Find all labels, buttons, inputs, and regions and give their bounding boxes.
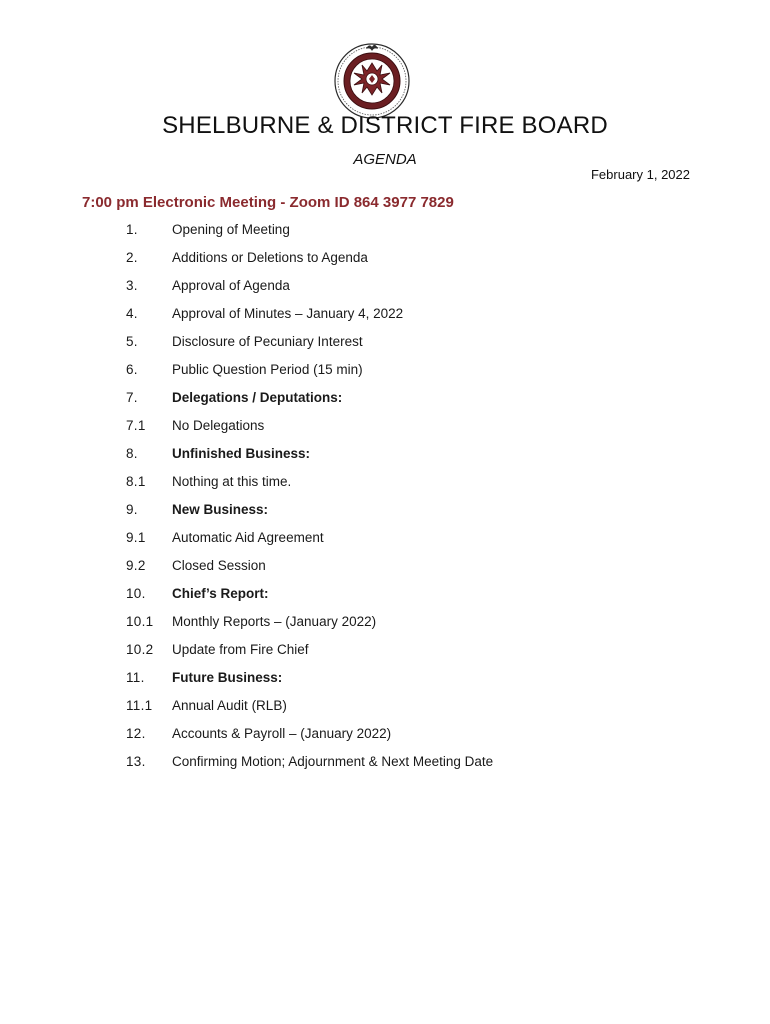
agenda-item [126, 334, 493, 362]
agenda-item-text: Additions or Deletions to Agenda [172, 250, 368, 265]
agenda-item [126, 306, 493, 334]
meeting-info-line [82, 194, 454, 211]
agenda-item-number: 10.2 [126, 642, 154, 657]
agenda-item-number: 10.1 [126, 614, 154, 629]
agenda-list [126, 222, 493, 782]
agenda-item-text: Nothing at this time. [172, 474, 292, 489]
agenda-item [126, 614, 493, 642]
agenda-item-number: 12. [126, 726, 146, 741]
agenda-item [126, 474, 493, 502]
agenda-item-text: Public Question Period (15 min) [172, 362, 363, 377]
agenda-item [126, 726, 493, 754]
agenda-item-number: 4. [126, 306, 138, 321]
agenda-item-text: Update from Fire Chief [172, 642, 309, 657]
agenda-item [126, 586, 493, 614]
agenda-item-number: 7. [126, 390, 138, 405]
agenda-item-text: Approval of Minutes – January 4, 2022 [172, 306, 404, 321]
meeting-label: 7:00 pm Electronic Meeting - Zoom ID [82, 194, 350, 211]
agenda-item [126, 642, 493, 670]
agenda-item [126, 390, 493, 418]
agenda-item-number: 3. [126, 278, 138, 293]
document-title: SHELBURNE & DISTRICT FIRE BOARD [162, 112, 608, 139]
agenda-item-text: Automatic Aid Agreement [172, 530, 324, 545]
agenda-item-text: Disclosure of Pecuniary Interest [172, 334, 363, 349]
agenda-item-text: Opening of Meeting [172, 222, 290, 237]
agenda-item [126, 754, 493, 782]
agenda-item-text: Chief’s Report: [172, 586, 269, 601]
document-subtitle: AGENDA [353, 151, 417, 168]
agenda-item-number: 8. [126, 446, 138, 461]
agenda-item-text: Delegations / Deputations: [172, 390, 343, 405]
agenda-item-number: 1. [126, 222, 138, 237]
agenda-item-text: Approval of Agenda [172, 278, 290, 293]
agenda-item-number: 10. [126, 586, 146, 601]
agenda-item [126, 558, 493, 586]
agenda-item-text: New Business: [172, 502, 269, 517]
meeting-date: February 1, 2022 [590, 167, 690, 182]
agenda-item [126, 446, 493, 474]
agenda-item-number: 13. [126, 754, 146, 769]
agenda-item-number: 9.2 [126, 558, 146, 573]
agenda-item [126, 222, 493, 250]
agenda-item-text: Annual Audit (RLB) [172, 698, 287, 713]
agenda-item [126, 362, 493, 390]
agenda-item-number: 5. [126, 334, 138, 349]
agenda-item [126, 278, 493, 306]
agenda-item [126, 530, 493, 558]
agenda-item-text: Unfinished Business: [172, 446, 311, 461]
agenda-item-text: Future Business: [172, 670, 283, 685]
agenda-item [126, 502, 493, 530]
zoom-id: 864 3977 7829 [353, 194, 454, 211]
fire-board-crest-icon [332, 41, 412, 121]
agenda-item [126, 670, 493, 698]
agenda-item-number: 2. [126, 250, 138, 265]
agenda-item-number: 7.1 [126, 418, 146, 433]
agenda-item-text: Monthly Reports – (January 2022) [172, 614, 377, 629]
agenda-item [126, 698, 493, 726]
agenda-item-text: Confirming Motion; Adjournment & Next Meeting Date [172, 754, 494, 769]
agenda-item-number: 6. [126, 362, 138, 377]
agenda-item-text: Closed Session [172, 558, 266, 573]
agenda-item-number: 11.1 [126, 698, 153, 713]
agenda-item-number: 9.1 [126, 530, 146, 545]
agenda-item [126, 418, 493, 446]
agenda-item-text: No Delegations [172, 418, 265, 433]
agenda-item-number: 11. [126, 670, 145, 685]
agenda-item [126, 250, 493, 278]
agenda-item-text: Accounts & Payroll – (January 2022) [172, 726, 392, 741]
agenda-item-number: 9. [126, 502, 138, 517]
agenda-item-number: 8.1 [126, 474, 146, 489]
